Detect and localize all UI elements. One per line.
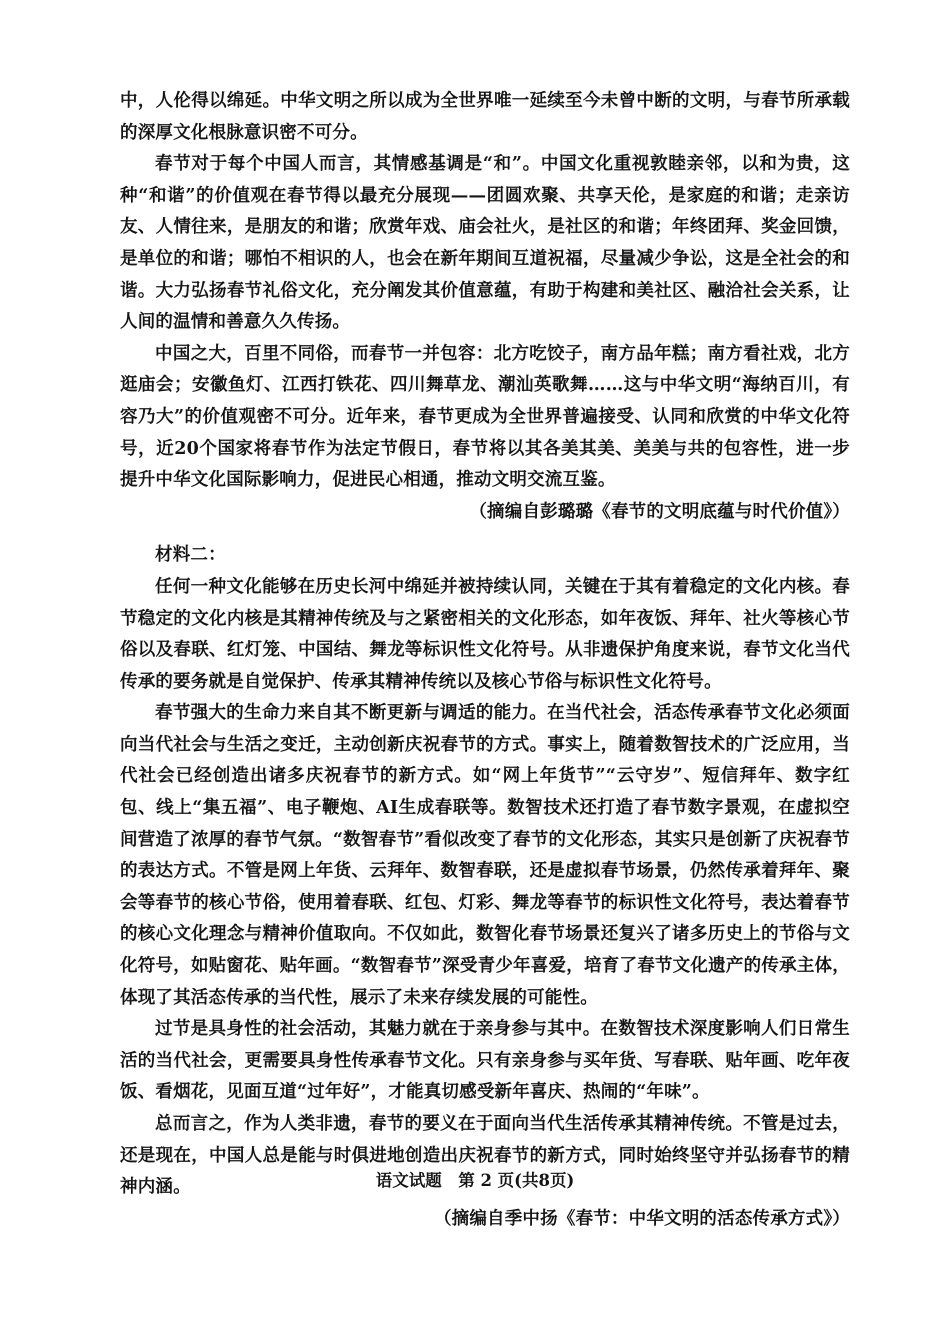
material-two-title: 材料二： [155,545,226,566]
material-two-source: （摘编自季中扬《春节：中华文明的活态传承方式》） [433,1208,850,1229]
material-two-paragraph-2: 春节强大的生命力来自其不断更新与调适的能力。在当代社会，活态传承春节文化必须面向当代社会与生活之变迁，主动创新庆祝春节的方式。事实上，随着数智技术的广泛应用，当代社会已经创造出诸多庆祝春节的新方式。如“网上年货节”“云守岁”、短信拜年、数字红包、线上“集五福”、电子鞭炮、AI生成春联等。数智技术还打造了春节数字景观，在虚拟空间营造了浓厚的春节气氛。“数智春节”看似改变了春节的文化形态，其实只是创新了庆祝春节的表达方式。不管是网上年货、云拜年、数智春联，还是虚拟春节场景，仍然传承着拜年、聚会等春节的核心节俗，使用着春联、红包、灯彩、舞龙等春节的标识性文化符号，表达着春节的核心文化理念与精神价值取向。不仅如此，数智化春节场景还复兴了诸多历史上的节俗与文化符号，如贴窗花、贴年画。“数智春节”深受青少年喜爱，培育了春节文化遗产的传承主体，体现了其活态传承的当代性，展示了未来存续发展的可能性。 [120,703,850,1008]
material-one-paragraph-2: 春节对于每个中国人而言，其情感基调是“和”。中国文化重视敦睦亲邻，以和为贵，这种“和谐”的价值观在春节得以最充分展现——团圆欢聚、共享天伦，是家庭的和谐；走亲访友、人情往来，是朋友的和谐；欣赏年戏、庙会社火，是社区的和谐；年终团拜、奖金回馈，是单位的和谐；哪怕不相识的人，也会在新年期间互道祝福，尽量减少争讼，这是全社会的和谐。大力弘扬春节礼俗文化，充分阐发其价值意蕴，有助于构建和美社区、融洽社会关系，让人间的温情和善意久久传扬。 [120,154,850,333]
material-one-paragraph-3: 中国之大，百里不同俗，而春节一并包容：北方吃饺子，南方品年糕；南方看社戏，北方逛庙会；安徽鱼灯、江西打铁花、四川舞草龙、潮汕英歌舞……这与中华文明“海纳百川，有容乃大”的价值观密不可分。近年来，春节更成为全世界普遍接受、认同和欣赏的中华文化符号，近20个国家将春节作为法定节假日，春节将以其各美其美、美美与共的包容性，进一步提升中华文化国际影响力，促进民心相通，推动文明交流互鉴。 [120,343,850,491]
material-one-paragraph-1: 中，人伦得以绵延。中华文明之所以成为全世界唯一延续至今未曾中断的文明，与春节所承载的深厚文化根脉意识密不可分。 [120,91,850,143]
material-two-paragraph-3: 过节是具身性的社会活动，其魅力就在于亲身参与其中。在数智技术深度影响人们日常生活的当代社会，更需要具身性传承春节文化。只有亲身参与买年货、写春联、贴年画、吃年夜饭、看烟花，见面互道“过年好”，才能真切感受新年喜庆、热闹的“年味”。 [120,1019,850,1103]
page-footer: 语文试题 第 2 页(共8页) [375,1171,575,1190]
material-two-paragraph-1: 任何一种文化能够在历史长河中绵延并被持续认同，关键在于其有着稳定的文化内核。春节稳定的文化内核是其精神传统及与之紧密相关的文化形态，如年夜饭、拜年、社火等核心节俗以及春联、红灯笼、中国结、舞龙等标识性文化符号。从非遗保护角度来说，春节文化当代传承的要务就是自觉保护、传承其精神传统以及核心节俗与标识性文化符号。 [120,576,850,692]
material-two-paragraph-4: 总而言之，作为人类非遗，春节的要义在于面向当代生活传承其精神传统。不管是过去，还是现在，中国人总是能与时俱进地创造出庆祝春节的新方式，同时始终坚守并弘扬春节的精神内涵。 [120,1114,850,1198]
document-page [120,86,850,1235]
material-one-source: （摘编自彭璐璐《春节的文明底蕴与时代价值》） [469,501,850,522]
